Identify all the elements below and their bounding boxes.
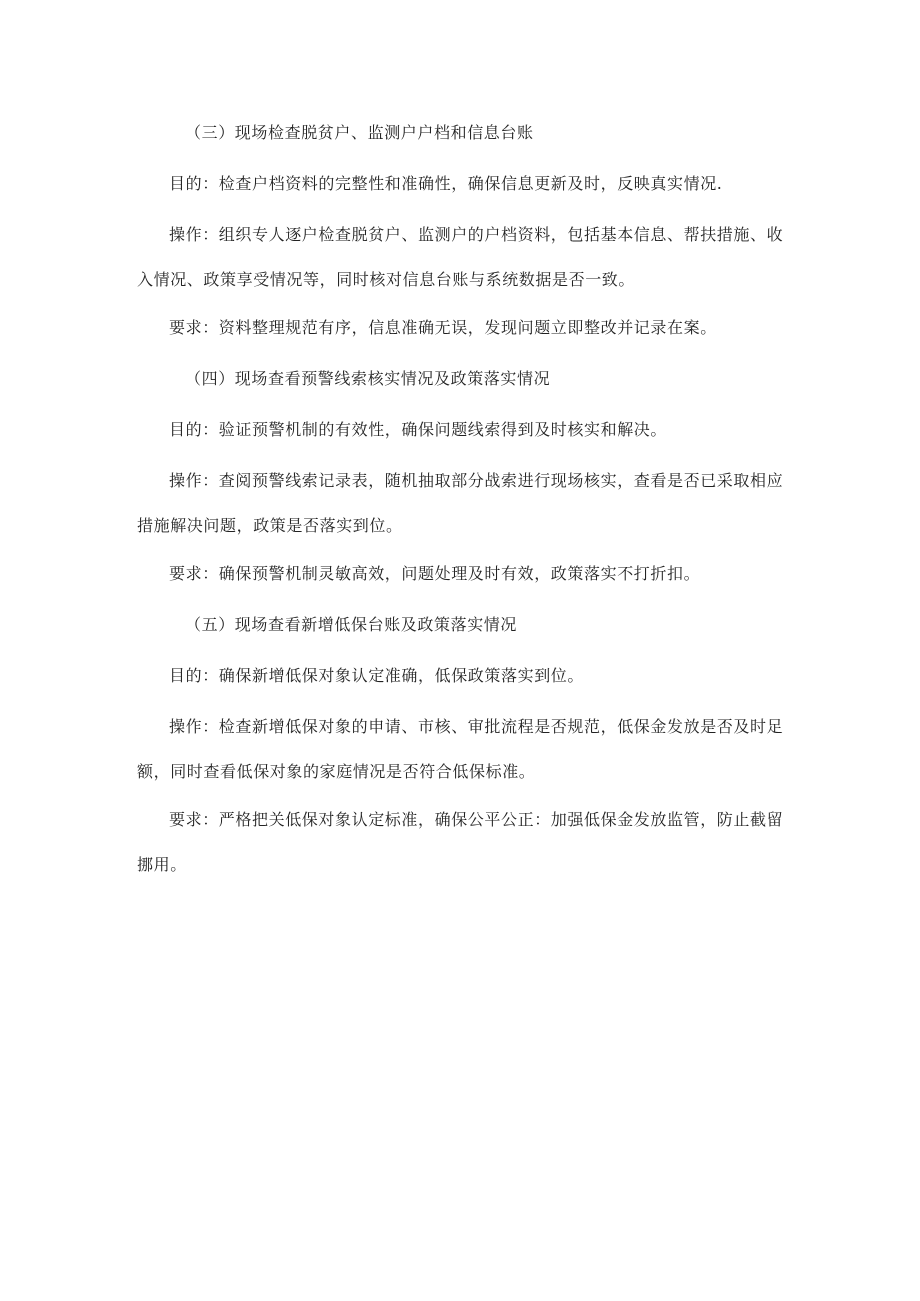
section-purpose-3: 目的：检查户档资料的完整性和准确性，确保信息更新及时，反映真实情况. — [169, 174, 723, 193]
document-body — [137, 113, 787, 893]
section-operation-3: 操作：组织专人逐户检查脱贫户、监测户的户档资料，包括基本信息、帮扶措施、收入情况、政策享受情况等，同时核对信息台账与系统数据是否一致。 — [137, 225, 784, 289]
section-operation-5: 操作：检查新增低保对象的申请、市核、审批流程是否规范，低保金发放是否及时足额，同时查看低保对象的家庭情况是否符合低保标准。 — [137, 717, 784, 781]
section-heading-4: （四）现场查看预警线索核实情况及政策落实情况 — [185, 369, 551, 388]
section-heading-5: （五）现场查看新增低保台账及政策落实情况 — [185, 615, 518, 634]
section-purpose-5: 目的：确保新增低保对象认定准确，低保政策落实到位。 — [169, 666, 585, 685]
section-requirement-5: 要求：严格把关低保对象认定标准，确保公平公正：加强低保金发放监管，防止截留挪用。 — [137, 810, 784, 874]
section-operation-4: 操作：查阅预警线索记录表，随机抽取部分战索进行现场核实，查看是否已采取相应措施解决问题，政策是否落实到位。 — [137, 471, 784, 535]
section-heading-3: （三）现场检查脱贫户、监测户户档和信息台账 — [185, 123, 534, 142]
section-requirement-4: 要求：确保预警机制灵敏高效，问题处理及时有效，政策落实不打折扣。 — [169, 564, 701, 583]
section-requirement-3: 要求：资料整理规范有序，信息准确无误，发现问题立即整改并记录在案。 — [169, 318, 717, 337]
section-purpose-4: 目的：验证预警机制的有效性，确保问题线索得到及时核实和解决。 — [169, 420, 668, 439]
